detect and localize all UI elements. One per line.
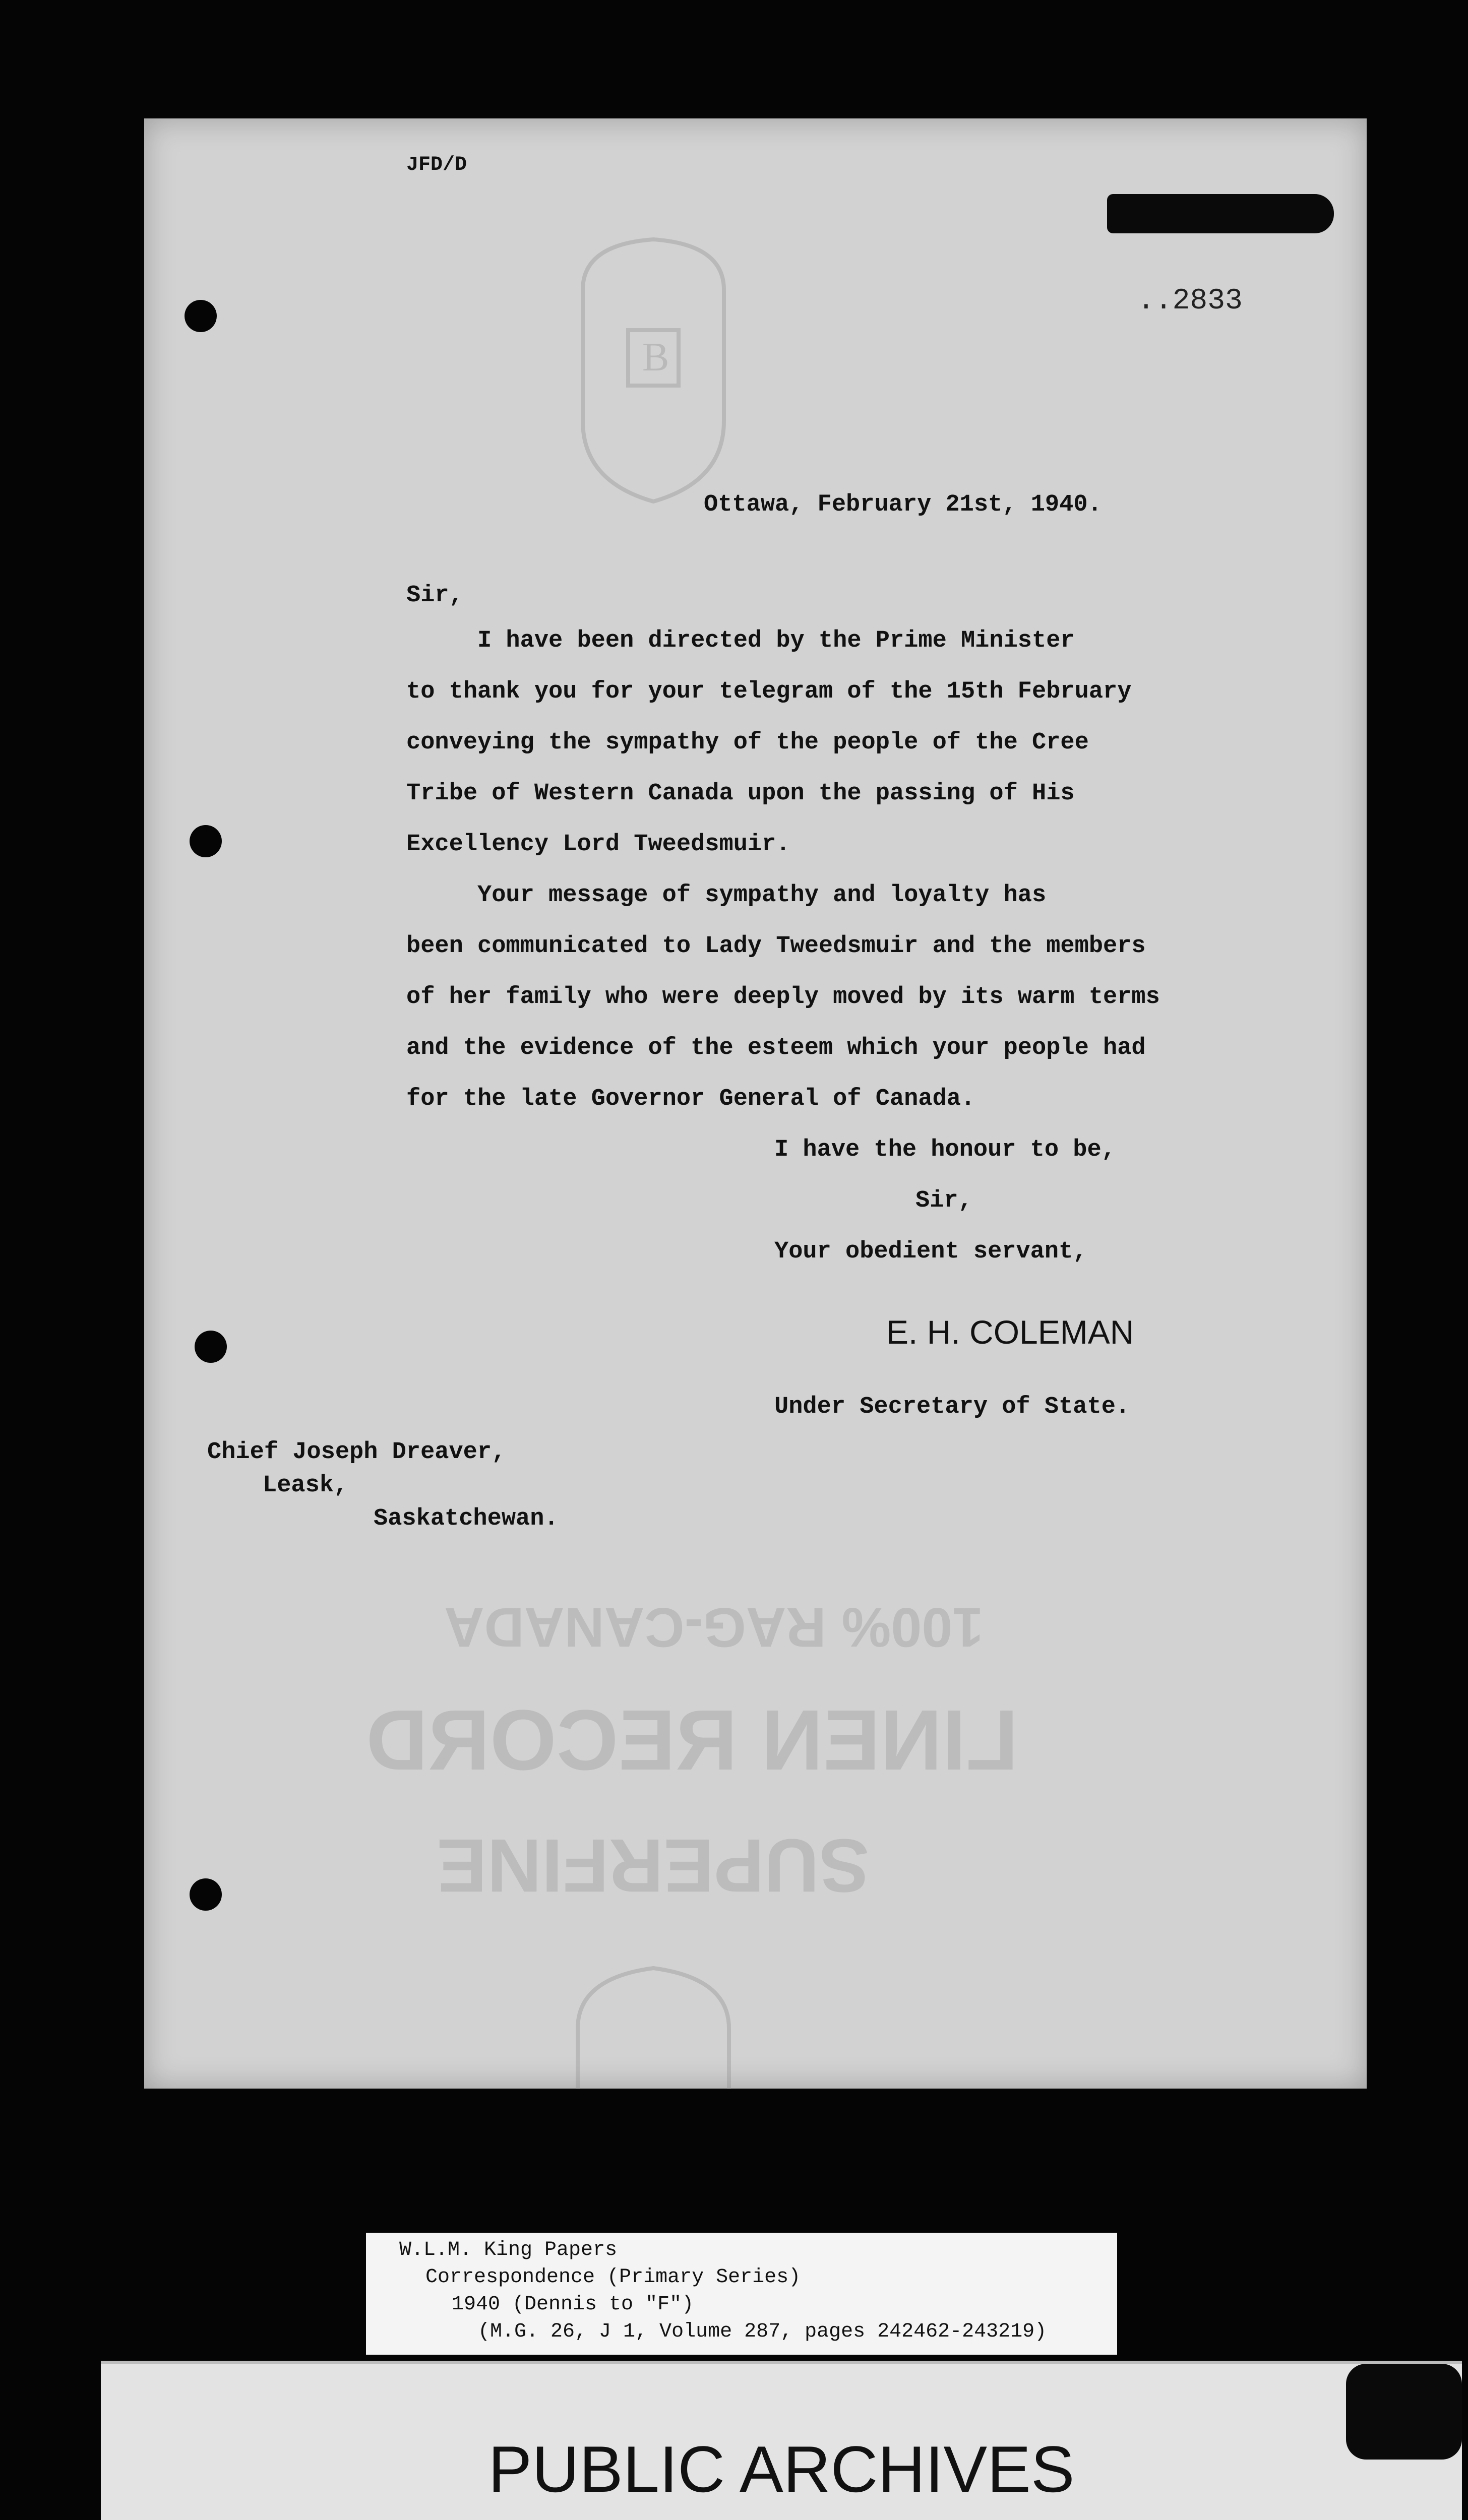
recipient-province: Saskatchewan. — [374, 1505, 559, 1532]
body-line: to thank you for your telegram of the 15th February — [406, 678, 1132, 705]
reference-code: JFD/D — [406, 154, 467, 176]
svg-text:B: B — [642, 335, 669, 380]
body-line: of her family who were deeply moved by its warm terms — [406, 984, 1160, 1011]
body-line: for the late Governor General of Canada. — [406, 1086, 975, 1112]
label-line: Correspondence (Primary Series) — [425, 2266, 801, 2289]
date-line: Ottawa, February 21st, 1940. — [704, 491, 1102, 518]
signature-title: Under Secretary of State. — [774, 1394, 1130, 1420]
archive-stamp — [101, 2361, 1462, 2520]
letter-page — [144, 118, 1367, 2089]
closing-line: Your obedient servant, — [774, 1238, 1087, 1265]
watermark-text: SUPERFINE — [437, 1823, 870, 1908]
archive-label — [366, 2233, 1117, 2355]
body-line: Your message of sympathy and loyalty has — [406, 882, 1047, 909]
body-line: Tribe of Western Canada upon the passing of His — [406, 780, 1075, 807]
body-line: and the evidence of the esteem which your people had — [406, 1035, 1146, 1061]
punch-hole — [190, 825, 222, 857]
body-line: Excellency Lord Tweedsmuir. — [406, 831, 790, 858]
page-number: ..2833 — [1137, 285, 1243, 318]
stamp-line-1: PUBLIC ARCHIVES — [488, 2432, 1075, 2506]
label-line: 1940 (Dennis to "F") — [452, 2293, 694, 2316]
salutation: Sir, — [406, 582, 463, 609]
label-line: W.L.M. King Papers — [399, 2239, 618, 2261]
closing-line: I have the honour to be, — [774, 1137, 1116, 1163]
crest-watermark-top — [553, 229, 754, 512]
body-line: conveying the sympathy of the people of the Cree — [406, 729, 1089, 756]
body-line: been communicated to Lady Tweedsmuir and the members — [406, 933, 1146, 960]
watermark-text: LINEN RECORD — [366, 1692, 1018, 1788]
body-line: I have been directed by the Prime Minister — [406, 627, 1075, 654]
redaction-bar — [1107, 194, 1334, 233]
punch-hole — [190, 1878, 222, 1911]
recipient-name: Chief Joseph Dreaver, — [207, 1439, 506, 1466]
label-line: (M.G. 26, J 1, Volume 287, pages 242462-243219) — [478, 2320, 1047, 2343]
closing-line: Sir, — [915, 1187, 972, 1214]
punch-hole — [195, 1331, 227, 1363]
punch-hole — [185, 300, 217, 332]
crest-watermark-bottom — [558, 1958, 749, 2089]
recipient-town: Leask, — [263, 1472, 348, 1499]
signature: E. H. COLEMAN — [886, 1313, 1134, 1351]
watermark-text: 100% RAG-CANADA — [444, 1596, 984, 1658]
